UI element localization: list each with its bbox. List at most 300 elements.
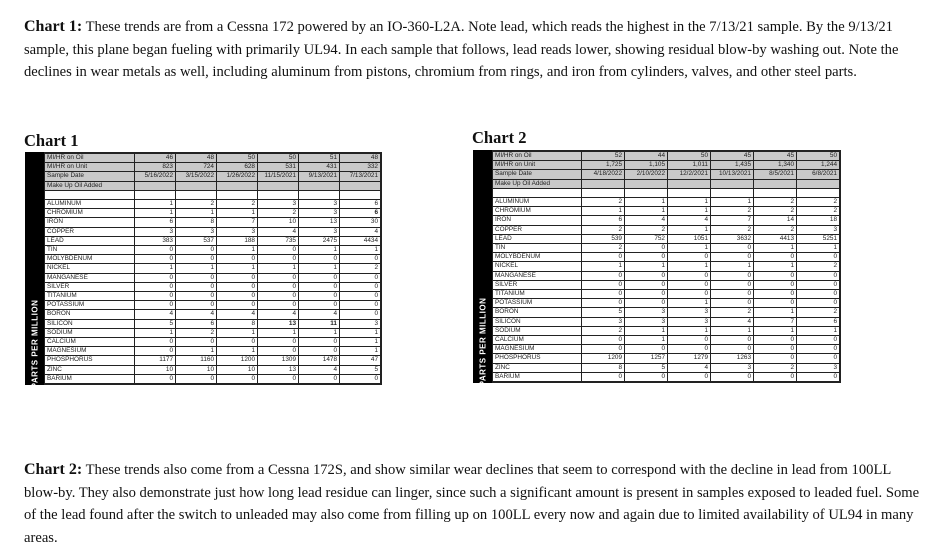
element-name: CALCIUM bbox=[45, 338, 135, 347]
element-value: 0 bbox=[217, 292, 258, 301]
element-name: PHOSPHORUS bbox=[45, 356, 135, 365]
element-value: 14 bbox=[754, 216, 797, 225]
element-value: 3 bbox=[668, 308, 711, 317]
element-value: 0 bbox=[217, 273, 258, 282]
element-value: 1 bbox=[797, 244, 841, 253]
element-name: BORON bbox=[45, 310, 135, 319]
element-value: 0 bbox=[299, 255, 340, 264]
element-value: 3 bbox=[176, 227, 217, 236]
element-value: 0 bbox=[625, 280, 668, 289]
element-value: 5 bbox=[340, 365, 382, 374]
header-cell: 1,435 bbox=[711, 161, 754, 170]
element-value: 0 bbox=[258, 347, 299, 356]
header-cell: 431 bbox=[299, 163, 340, 172]
element-name: BORON bbox=[493, 308, 582, 317]
element-row bbox=[45, 365, 382, 374]
element-value: 3 bbox=[797, 225, 841, 234]
element-name: MANGANESE bbox=[493, 271, 582, 280]
element-value: 0 bbox=[176, 246, 217, 255]
element-value: 1 bbox=[217, 209, 258, 218]
element-value: 1 bbox=[217, 264, 258, 273]
element-row bbox=[493, 198, 841, 207]
spacer-cell bbox=[711, 188, 754, 197]
element-value: 4 bbox=[135, 310, 176, 319]
element-value: 1 bbox=[258, 264, 299, 273]
header-cell: 46 bbox=[135, 153, 176, 163]
element-value: 4 bbox=[711, 317, 754, 326]
chart2-description-text: These trends also come from a Cessna 172S, and show similar wear declines that seem to correspond with the decline in lead from 100LL blow-by. They also demonstrate just how long lead residue can linger, since such a significant amount is present in samples exposed to leaded fuel. Some of the lead found after the switch to unleaded may also come from filling up on 100LL every now and again due to limited availability of UL94 in many areas. bbox=[24, 462, 920, 546]
element-value: 4 bbox=[258, 227, 299, 236]
element-value: 752 bbox=[625, 234, 668, 243]
element-value: 1 bbox=[340, 347, 382, 356]
element-value: 0 bbox=[135, 273, 176, 282]
element-value: 4 bbox=[340, 227, 382, 236]
chart1-description-text: These trends are from a Cessna 172 powered by an IO-360-L2A. Note lead, which reads the highest in the 7/13/21 sample. By the 9/13/21 sample, this plane began fueling with primarily UL94. In each sample that follows, lead reads lower, showing residual blow-by washing out. Note the declines in wear metals as well, including aluminum from pistons, chromium from rings, and iron from cylinders, valves, and other steel parts. bbox=[24, 19, 899, 80]
element-row bbox=[493, 207, 841, 216]
element-row bbox=[493, 290, 841, 299]
element-value: 0 bbox=[754, 345, 797, 354]
element-row bbox=[45, 328, 382, 337]
element-value: 3 bbox=[340, 319, 382, 328]
element-value: 0 bbox=[340, 292, 382, 301]
element-name: SODIUM bbox=[45, 328, 135, 337]
element-value: 1 bbox=[625, 336, 668, 345]
element-value: 1209 bbox=[582, 354, 625, 363]
header-cell: 1,340 bbox=[754, 161, 797, 170]
element-value: 0 bbox=[711, 336, 754, 345]
element-value: 1 bbox=[711, 262, 754, 271]
element-value: 1177 bbox=[135, 356, 176, 365]
element-name: SILICON bbox=[45, 319, 135, 328]
element-value: 0 bbox=[582, 271, 625, 280]
element-value: 0 bbox=[754, 336, 797, 345]
element-name: CHROMIUM bbox=[493, 207, 582, 216]
element-name: NICKEL bbox=[493, 262, 582, 271]
element-value: 0 bbox=[711, 253, 754, 262]
element-value: 13 bbox=[258, 365, 299, 374]
element-value: 0 bbox=[754, 372, 797, 382]
header-cell bbox=[668, 179, 711, 188]
element-row bbox=[493, 216, 841, 225]
header-cell: 823 bbox=[135, 163, 176, 172]
element-value: 1 bbox=[668, 326, 711, 335]
element-row bbox=[45, 319, 382, 328]
element-value: 1 bbox=[668, 207, 711, 216]
spacer-cell bbox=[582, 188, 625, 197]
element-value: 1 bbox=[340, 328, 382, 337]
element-value: 2 bbox=[582, 225, 625, 234]
element-value: 0 bbox=[135, 246, 176, 255]
chart2-table-wrapper bbox=[473, 150, 841, 449]
header-row bbox=[493, 179, 841, 188]
header-row bbox=[45, 172, 382, 181]
element-value: 0 bbox=[135, 282, 176, 291]
element-value: 0 bbox=[625, 299, 668, 308]
element-value: 0 bbox=[258, 374, 299, 384]
element-value: 6 bbox=[176, 319, 217, 328]
header-cell: 44 bbox=[625, 151, 668, 161]
element-value: 3 bbox=[797, 363, 841, 372]
element-name: IRON bbox=[45, 218, 135, 227]
element-value: 0 bbox=[135, 338, 176, 347]
element-row bbox=[45, 264, 382, 273]
element-value: 0 bbox=[797, 290, 841, 299]
element-value: 0 bbox=[176, 338, 217, 347]
element-value: 3 bbox=[299, 200, 340, 209]
element-name: POTASSIUM bbox=[493, 299, 582, 308]
element-value: 0 bbox=[668, 271, 711, 280]
element-name: SODIUM bbox=[493, 326, 582, 335]
header-cell: 724 bbox=[176, 163, 217, 172]
element-name: MOLYBDENUM bbox=[45, 255, 135, 264]
element-row bbox=[493, 280, 841, 289]
chart2-oil-analysis-table bbox=[492, 150, 841, 383]
header-row-label: MI/HR on Unit bbox=[493, 161, 582, 170]
element-row bbox=[493, 326, 841, 335]
element-row bbox=[493, 253, 841, 262]
element-row bbox=[45, 273, 382, 282]
element-value: 2 bbox=[754, 207, 797, 216]
element-value: 0 bbox=[135, 347, 176, 356]
element-value: 1 bbox=[668, 244, 711, 253]
element-value: 1 bbox=[625, 198, 668, 207]
element-value: 47 bbox=[340, 356, 382, 365]
element-value: 0 bbox=[668, 253, 711, 262]
header-cell bbox=[625, 179, 668, 188]
element-value: 6 bbox=[582, 216, 625, 225]
element-name: MAGNESIUM bbox=[493, 345, 582, 354]
header-cell: 1,011 bbox=[668, 161, 711, 170]
spacer-cell bbox=[217, 190, 258, 199]
element-name: MOLYBDENUM bbox=[493, 253, 582, 262]
header-cell: 7/13/2021 bbox=[340, 172, 382, 181]
element-value: 0 bbox=[754, 290, 797, 299]
element-value: 2 bbox=[797, 262, 841, 271]
element-value: 0 bbox=[797, 280, 841, 289]
element-value: 1 bbox=[299, 328, 340, 337]
element-row bbox=[45, 246, 382, 255]
element-value: 1 bbox=[258, 328, 299, 337]
element-value: 5 bbox=[582, 308, 625, 317]
element-value: 0 bbox=[176, 301, 217, 310]
spacer-cell bbox=[45, 190, 135, 199]
element-row bbox=[493, 299, 841, 308]
element-value: 1160 bbox=[176, 356, 217, 365]
header-cell: 4/18/2022 bbox=[582, 170, 625, 179]
element-value: 0 bbox=[340, 301, 382, 310]
element-value: 2 bbox=[176, 328, 217, 337]
element-value: 1 bbox=[754, 244, 797, 253]
element-value: 0 bbox=[340, 282, 382, 291]
header-row-label: MI/HR on Oil bbox=[493, 151, 582, 161]
element-value: 4434 bbox=[340, 236, 382, 245]
element-value: 0 bbox=[797, 354, 841, 363]
header-cell bbox=[217, 181, 258, 190]
element-value: 0 bbox=[797, 336, 841, 345]
element-row bbox=[45, 236, 382, 245]
header-cell: 1/26/2022 bbox=[217, 172, 258, 181]
header-row-label: Sample Date bbox=[493, 170, 582, 179]
element-value: 1309 bbox=[258, 356, 299, 365]
header-cell: 2/10/2022 bbox=[625, 170, 668, 179]
spacer-cell bbox=[754, 188, 797, 197]
element-value: 3 bbox=[258, 200, 299, 209]
element-row bbox=[45, 347, 382, 356]
element-name: TITANIUM bbox=[493, 290, 582, 299]
header-cell: 9/13/2021 bbox=[299, 172, 340, 181]
element-row bbox=[493, 317, 841, 326]
element-row bbox=[493, 363, 841, 372]
element-value: 6 bbox=[340, 200, 382, 209]
element-value: 2 bbox=[797, 198, 841, 207]
element-value: 2 bbox=[711, 207, 754, 216]
element-value: 0 bbox=[754, 354, 797, 363]
element-value: 2 bbox=[340, 264, 382, 273]
element-value: 0 bbox=[135, 374, 176, 384]
element-value: 0 bbox=[754, 299, 797, 308]
element-value: 1 bbox=[135, 209, 176, 218]
spacer-cell bbox=[625, 188, 668, 197]
element-row bbox=[45, 356, 382, 365]
element-value: 1 bbox=[217, 246, 258, 255]
spacer-cell bbox=[299, 190, 340, 199]
element-row bbox=[493, 244, 841, 253]
element-name: CALCIUM bbox=[493, 336, 582, 345]
element-value: 4 bbox=[299, 365, 340, 374]
element-value: 1 bbox=[668, 225, 711, 234]
header-cell: 10/13/2021 bbox=[711, 170, 754, 179]
element-value: 3 bbox=[299, 209, 340, 218]
element-value: 2 bbox=[258, 209, 299, 218]
header-cell bbox=[176, 181, 217, 190]
element-value: 1 bbox=[217, 328, 258, 337]
header-cell bbox=[582, 179, 625, 188]
element-row bbox=[45, 227, 382, 236]
element-value: 2 bbox=[797, 308, 841, 317]
element-value: 0 bbox=[754, 271, 797, 280]
element-value: 3 bbox=[135, 227, 176, 236]
element-value: 1 bbox=[625, 326, 668, 335]
element-value: 0 bbox=[176, 292, 217, 301]
element-value: 0 bbox=[258, 273, 299, 282]
header-cell bbox=[711, 179, 754, 188]
element-value: 8 bbox=[217, 319, 258, 328]
header-cell bbox=[135, 181, 176, 190]
element-value: 1 bbox=[176, 209, 217, 218]
element-name: SILVER bbox=[493, 280, 582, 289]
element-row bbox=[493, 345, 841, 354]
chart1-description-lead: Chart 1: bbox=[24, 18, 83, 35]
chart1-title: Chart 1 bbox=[24, 131, 79, 150]
header-cell: 6/8/2021 bbox=[797, 170, 841, 179]
element-value: 0 bbox=[340, 273, 382, 282]
element-value: 0 bbox=[135, 255, 176, 264]
element-value: 1 bbox=[340, 338, 382, 347]
header-cell: 48 bbox=[340, 153, 382, 163]
element-row bbox=[45, 218, 382, 227]
element-row bbox=[493, 372, 841, 382]
element-value: 0 bbox=[176, 282, 217, 291]
element-value: 5 bbox=[135, 319, 176, 328]
element-row bbox=[493, 225, 841, 234]
header-cell: 628 bbox=[217, 163, 258, 172]
element-name: BARIUM bbox=[493, 372, 582, 382]
element-value: 0 bbox=[625, 372, 668, 382]
element-value: 4 bbox=[668, 363, 711, 372]
header-cell: 531 bbox=[258, 163, 299, 172]
element-name: TIN bbox=[493, 244, 582, 253]
element-value: 0 bbox=[340, 374, 382, 384]
element-row bbox=[493, 262, 841, 271]
element-value: 1051 bbox=[668, 234, 711, 243]
element-value: 0 bbox=[582, 345, 625, 354]
element-value: 0 bbox=[176, 374, 217, 384]
header-row bbox=[493, 170, 841, 179]
element-value: 1 bbox=[135, 328, 176, 337]
element-value: 2 bbox=[582, 244, 625, 253]
element-value: 1 bbox=[711, 326, 754, 335]
element-value: 18 bbox=[797, 216, 841, 225]
element-value: 5 bbox=[625, 363, 668, 372]
element-value: 0 bbox=[582, 290, 625, 299]
element-value: 0 bbox=[711, 280, 754, 289]
element-value: 188 bbox=[217, 236, 258, 245]
element-value: 10 bbox=[135, 365, 176, 374]
element-value: 0 bbox=[217, 338, 258, 347]
element-value: 1 bbox=[217, 347, 258, 356]
element-row bbox=[493, 271, 841, 280]
spacer-cell bbox=[176, 190, 217, 199]
element-value: 1 bbox=[135, 264, 176, 273]
element-value: 0 bbox=[711, 290, 754, 299]
element-row bbox=[493, 234, 841, 243]
element-value: 1 bbox=[625, 207, 668, 216]
element-value: 0 bbox=[797, 271, 841, 280]
header-cell: 50 bbox=[258, 153, 299, 163]
header-cell: 52 bbox=[582, 151, 625, 161]
header-row bbox=[45, 163, 382, 172]
element-value: 0 bbox=[668, 290, 711, 299]
element-value: 4 bbox=[668, 216, 711, 225]
spacer-cell bbox=[258, 190, 299, 199]
header-cell: 1,725 bbox=[582, 161, 625, 170]
element-value: 1 bbox=[754, 262, 797, 271]
element-value: 1 bbox=[340, 246, 382, 255]
element-value: 0 bbox=[258, 301, 299, 310]
element-value: 0 bbox=[217, 374, 258, 384]
element-value: 0 bbox=[711, 345, 754, 354]
element-value: 539 bbox=[582, 234, 625, 243]
element-value: 0 bbox=[299, 273, 340, 282]
header-cell: 45 bbox=[711, 151, 754, 161]
header-row bbox=[45, 153, 382, 163]
element-value: 0 bbox=[711, 271, 754, 280]
element-value: 0 bbox=[258, 338, 299, 347]
element-name: SILVER bbox=[45, 282, 135, 291]
chart1-side-label: ELEMENTS IN PARTS PER MILLION bbox=[30, 299, 39, 451]
element-value: 0 bbox=[135, 292, 176, 301]
element-value: 2 bbox=[217, 200, 258, 209]
element-value: 0 bbox=[625, 290, 668, 299]
element-value: 0 bbox=[176, 273, 217, 282]
element-row bbox=[45, 282, 382, 291]
header-row bbox=[45, 181, 382, 190]
element-value: 4 bbox=[299, 310, 340, 319]
element-value: 5251 bbox=[797, 234, 841, 243]
element-value: 8 bbox=[582, 363, 625, 372]
element-value: 0 bbox=[582, 372, 625, 382]
header-row-label: Make Up Oil Added bbox=[45, 181, 135, 190]
header-row bbox=[493, 161, 841, 170]
header-row-label: MI/HR on Oil bbox=[45, 153, 135, 163]
element-value: 2 bbox=[176, 200, 217, 209]
element-value: 735 bbox=[258, 236, 299, 245]
element-value: 0 bbox=[582, 253, 625, 262]
element-row bbox=[45, 301, 382, 310]
element-value: 6 bbox=[135, 218, 176, 227]
element-value: 1 bbox=[754, 326, 797, 335]
chart1-description bbox=[24, 16, 924, 84]
element-row bbox=[45, 292, 382, 301]
spacer-cell bbox=[797, 188, 841, 197]
element-name: LEAD bbox=[45, 236, 135, 245]
element-value: 3 bbox=[299, 227, 340, 236]
element-name: SILICON bbox=[493, 317, 582, 326]
element-value: 1279 bbox=[668, 354, 711, 363]
element-value: 1 bbox=[668, 262, 711, 271]
element-value: 0 bbox=[135, 301, 176, 310]
element-row bbox=[45, 374, 382, 384]
element-value: 3 bbox=[217, 227, 258, 236]
element-value: 1 bbox=[625, 262, 668, 271]
element-value: 10 bbox=[176, 365, 217, 374]
element-value: 1 bbox=[176, 347, 217, 356]
element-value: 4 bbox=[625, 216, 668, 225]
element-value: 0 bbox=[668, 336, 711, 345]
element-value: 0 bbox=[299, 347, 340, 356]
element-value: 7 bbox=[217, 218, 258, 227]
element-value: 0 bbox=[340, 255, 382, 264]
header-cell: 45 bbox=[754, 151, 797, 161]
element-value: 1 bbox=[797, 326, 841, 335]
header-cell: 11/15/2021 bbox=[258, 172, 299, 181]
element-value: 0 bbox=[299, 301, 340, 310]
element-value: 30 bbox=[340, 218, 382, 227]
element-name: NICKEL bbox=[45, 264, 135, 273]
element-value: 13 bbox=[299, 218, 340, 227]
element-value: 2 bbox=[625, 225, 668, 234]
element-value: 13 bbox=[258, 319, 299, 328]
element-value: 0 bbox=[754, 280, 797, 289]
element-value: 2 bbox=[582, 198, 625, 207]
element-value: 10 bbox=[258, 218, 299, 227]
element-value: 0 bbox=[582, 299, 625, 308]
element-name: LEAD bbox=[493, 234, 582, 243]
element-row bbox=[45, 255, 382, 264]
element-value: 0 bbox=[625, 244, 668, 253]
header-cell: 1,244 bbox=[797, 161, 841, 170]
element-row bbox=[45, 209, 382, 218]
element-value: 0 bbox=[258, 292, 299, 301]
element-value: 0 bbox=[668, 280, 711, 289]
element-value: 1 bbox=[668, 299, 711, 308]
element-value: 1 bbox=[668, 198, 711, 207]
element-name: ZINC bbox=[45, 365, 135, 374]
element-value: 2 bbox=[797, 207, 841, 216]
header-cell: 5/16/2022 bbox=[135, 172, 176, 181]
element-value: 3632 bbox=[711, 234, 754, 243]
element-row bbox=[45, 310, 382, 319]
